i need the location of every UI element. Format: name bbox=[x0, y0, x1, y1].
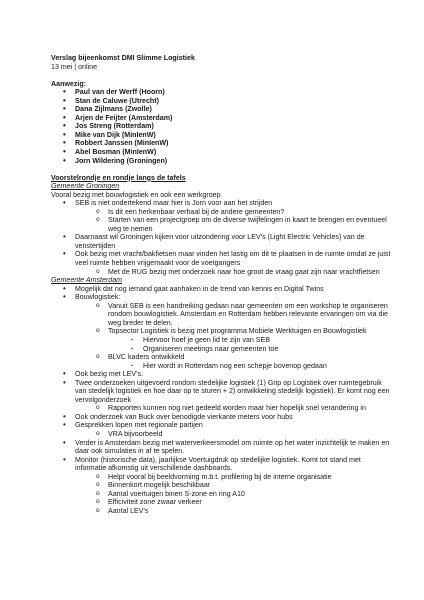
list-item: • Ook bezig met LEV's. bbox=[63, 369, 143, 379]
square-marker: ▪ bbox=[131, 336, 133, 343]
attendee-item: • Arjen de Feijter (Amsterdam) bbox=[63, 112, 173, 122]
attendee-item: • Stan de Caluwe (Utrecht) bbox=[63, 95, 159, 105]
circle-marker: o bbox=[96, 216, 100, 224]
bullet-marker: • bbox=[63, 283, 66, 293]
attendee-item: • Mike van Dijk (MinIenW) bbox=[63, 129, 156, 139]
bullet-marker: • bbox=[63, 155, 66, 165]
bullet-marker: • bbox=[63, 121, 66, 131]
attendance-list bbox=[51, 88, 391, 165]
list-item: • Mogelijk dat nog iemand gaat aanhaken in de trend van kennis en Digital Twins bbox=[63, 283, 324, 293]
bullet-marker: • bbox=[63, 146, 66, 156]
list-item: • Daarnaast wil Groningen kijken voor uitzondering voor LEV's (Light Electric Vehicles) van de venstertijden bbox=[63, 232, 365, 250]
sub-sub-list-item: ▪ Hier wordt in Rotterdam nog een schepje bovenop gedaan bbox=[131, 361, 327, 370]
document-body bbox=[51, 54, 391, 515]
groningen-list bbox=[51, 199, 391, 276]
circle-marker: o bbox=[96, 327, 100, 335]
bullet-marker: • bbox=[63, 198, 66, 208]
square-marker: ▪ bbox=[131, 345, 133, 352]
list-item: • Monitor (historische data), jaarlijkse Voertuigdruk op stedelijke logistiek. Komt tot stand met informatie afkomstig uit verschillende dashboards. bbox=[63, 454, 361, 473]
sub-sub-list-item: ▪ Hiervoor hoef je geen lid te zijn van SEB bbox=[131, 335, 270, 344]
attendee-item: • Paul van der Werff (Hoorn) bbox=[63, 87, 165, 97]
list-item: • SEB is niet ondertekend maar hier is Jorn voor aan het strijden bbox=[63, 198, 273, 208]
bullet-marker: • bbox=[63, 411, 66, 421]
municipality-groningen-label: Gemeente Groningen bbox=[51, 182, 120, 191]
list-item: • Verder is Amsterdam bezig met waterverkeersmodel om ruimte op het water inzichtelijk te maken en daar ook simulaties in af te spelen. bbox=[63, 437, 390, 456]
list-item: • Gesprekken lopen met regionale partijen bbox=[63, 420, 203, 430]
circle-marker: o bbox=[96, 207, 100, 215]
bullet-marker: • bbox=[63, 112, 66, 122]
bullet-marker: • bbox=[63, 420, 66, 430]
square-marker: ▪ bbox=[131, 362, 133, 369]
sub-sub-list-item: ▪ Organiseren meetings naar gemeenten toe bbox=[131, 344, 279, 353]
list-item: • Bouwlogistiek: bbox=[63, 292, 121, 302]
circle-marker: o bbox=[96, 489, 100, 497]
sub-list-item: o Vanuit SEB is een handreiking gedaan naar gemeenten om een workshop te organiseren rondom bouwlogistiek. Amsterdam en Rotterdam hebben relevante ervaringen om via die weg breder te delen. bbox=[96, 301, 388, 327]
sub-list-item: o Binnenkort mogelijk beschikbaar bbox=[96, 481, 211, 490]
bullet-marker: • bbox=[63, 138, 66, 148]
section-heading: Voorstelrondje en rondje langs de tafels bbox=[51, 173, 186, 182]
list-item: • Ook bezig met vracht/bakfietsen maar vinden het lastig om dit te plaatsen in de ruimte omdat ze juist veel ruimte hebben vrijgemaakt voor de voetgangers bbox=[63, 249, 391, 268]
sub-list-item: o Starten van een projectgroep om de diverse twijfelingen in kaart te brengen en eventueel weg te nemen bbox=[96, 216, 387, 233]
attendee-item: • Dana Zijlmans (Zwolle) bbox=[63, 104, 152, 114]
bullet-marker: • bbox=[63, 454, 66, 464]
sub-list-item: o VRA bijvoorbeeld bbox=[96, 429, 163, 438]
circle-marker: o bbox=[96, 481, 100, 489]
amsterdam-list bbox=[51, 285, 391, 516]
list-item: • Ook onderzoek van Buck over benodigde vierkante meters voor hubs bbox=[63, 411, 293, 421]
bullet-marker: • bbox=[63, 95, 66, 105]
meeting-meta: 13 mei | online bbox=[51, 62, 98, 71]
bullet-marker: • bbox=[63, 249, 66, 259]
bullet-marker: • bbox=[63, 377, 66, 387]
attendance-heading: Aanwezig: bbox=[51, 79, 87, 88]
bullet-marker: • bbox=[63, 129, 66, 139]
circle-marker: o bbox=[96, 429, 100, 437]
bullet-marker: • bbox=[63, 437, 66, 447]
circle-marker: o bbox=[96, 404, 100, 412]
document-title: Verslag bijeenkomst DMI Slimme Logistiek bbox=[51, 54, 195, 62]
attendee-item: • Robbert Janssen (MinIenW) bbox=[63, 138, 169, 148]
circle-marker: o bbox=[96, 353, 100, 361]
sub-list-item: o Aantal voertuigen binen S-zone en ring A10 bbox=[96, 489, 245, 498]
list-item: • Twee onderzoeken uitgevoerd rondom stedelijke logistiek (1) Grip op Logistiek over ruimtegebruik van stedelijk logistiek en hoe daar op te sturen + 2) ontwikkeling stedelijk logistiek). Er komt nog een vervolgonderzoek bbox=[63, 377, 390, 404]
circle-marker: o bbox=[96, 472, 100, 480]
bullet-marker: • bbox=[63, 292, 66, 302]
bullet-marker: • bbox=[63, 87, 66, 97]
municipality-amsterdam-label: Gemeente Amsterdam bbox=[51, 276, 123, 285]
circle-marker: o bbox=[96, 498, 100, 506]
sub-list-item: o Rapporten kunnen nog niet gedeeld worden maar hier hopelijk snel verandering in bbox=[96, 404, 366, 413]
sub-list-item: o Aantal LEV's bbox=[96, 506, 149, 515]
circle-marker: o bbox=[96, 301, 100, 309]
sub-list-item: o Helpt vooral bij beeldvorming m.b.t. profilering bij de interne organisatie bbox=[96, 472, 332, 481]
bullet-marker: • bbox=[63, 369, 66, 379]
attendee-item: • Jorn Wildering (Groningen) bbox=[63, 155, 168, 165]
sub-list-item: o Topsector Logistiek is bezig met programma Mobiele Werktuigen en Bouwlogistiek bbox=[96, 327, 367, 336]
sub-list-item: o BLVC kaders ontwikkeld bbox=[96, 353, 185, 362]
groningen-intro: Vooral bezig met bouwlogistiek en ook een werkgroep bbox=[51, 190, 221, 199]
sub-list-item: o Efficiviteit zone zwaar verkeer bbox=[96, 498, 202, 507]
sub-list-item: o Is dit een herkenbaar verhaal bij de andere gemeenten? bbox=[96, 207, 285, 216]
bullet-marker: • bbox=[63, 232, 66, 242]
circle-marker: o bbox=[96, 267, 100, 275]
sub-list-item: o Met de RUG bezig met onderzoek naar hoe groot de vraag gaat zijn naar vrachtfietsen bbox=[96, 267, 380, 276]
attendee-item: • Abel Bosman (MinIenW) bbox=[63, 146, 157, 156]
bullet-marker: • bbox=[63, 104, 66, 114]
attendee-item: • Jos Streng (Rotterdam) bbox=[63, 121, 154, 131]
circle-marker: o bbox=[96, 506, 100, 514]
